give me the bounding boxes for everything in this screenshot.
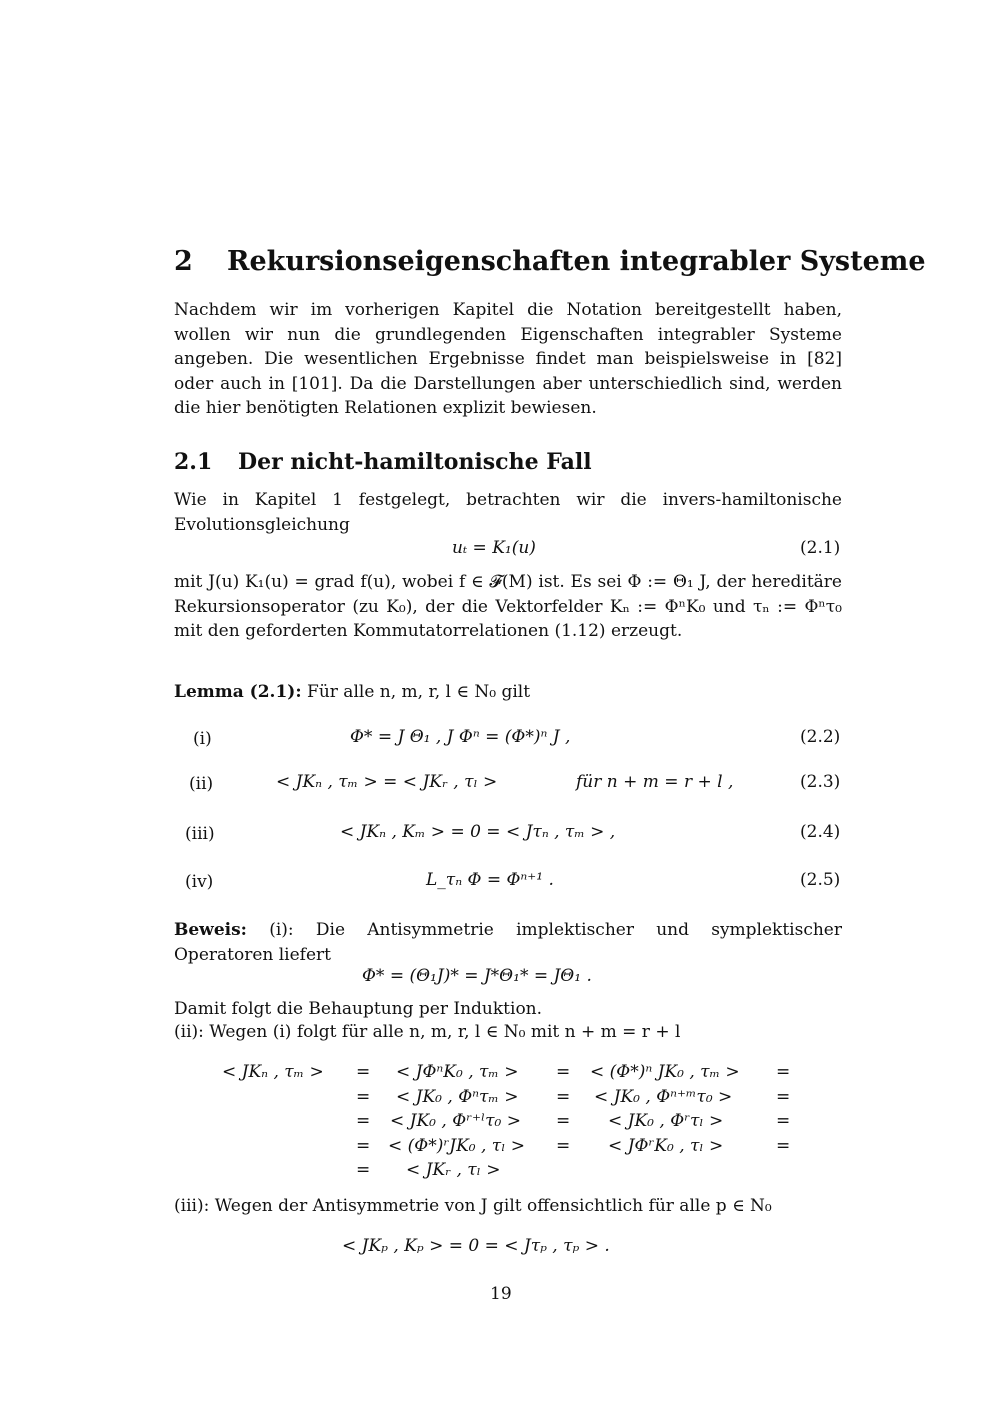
lemma-heading [174,682,530,702]
section-paragraph-2: mit J(u) K₁(u) = grad f(u), wobei f ∈ 𝓕(M) ist. Es sei Φ := Θ₁ J, der hereditäre Rekursionsoperator (zu K₀), der die Vektorfelder Kₙ := ΦⁿK₀ und τₙ := Φⁿτ₀ mit den geforderten Kommutatorrelationen (1.12) erzeugt. [174,572,842,641]
lemma-item-formula: L_τₙ Φ = Φⁿ⁺¹ . [426,870,554,890]
section-title: Der nicht-hamiltonische Fall [238,449,592,475]
lemma-item-formula: Φ* = J Θ₁ , J Φⁿ = (Φ*)ⁿ J , [350,727,571,747]
proof-line-2: Damit folgt die Behauptung per Induktion. [174,999,543,1019]
lemma-text: Für alle n, m, r, l ∈ N₀ gilt [307,682,531,702]
chain-term: < (Φ*)ʳJK₀ , τₗ > [388,1136,525,1156]
equation-number-2-1: (2.1) [800,538,841,558]
chain-equals: = [556,1062,571,1082]
chain-equals: = [556,1087,571,1107]
proof-part-1 [174,918,842,967]
page-number: 19 [490,1284,512,1304]
chain-equals: = [776,1087,791,1107]
lemma-item-label: (ii) [189,774,214,794]
lemma-item-number: (2.2) [800,727,841,747]
chain-equals: = [776,1062,791,1082]
chain-equals: = [356,1087,371,1107]
chain-term: < JK₀ , Φʳτₗ > [608,1111,724,1131]
proof-part-1-text: (i): Die Antisymmetrie implektischer und symplektischer Operatoren liefert [174,920,842,965]
section-paragraph-1: Wie in Kapitel 1 festgelegt, betrachten wir die invers-hamiltonische Evolutionsgleichung [174,490,842,535]
section-number: 2.1 [174,449,213,475]
lemma-item-number: (2.4) [800,822,841,842]
chapter-intro: Nachdem wir im vorherigen Kapitel die Notation bereitgestellt haben, wollen wir nun die grundlegenden Eigenschaften integrabler Systeme angeben. Die wesentlichen Ergebnisse findet man beispielsweise in [82] oder auch in [101]. Da die Darstellungen aber unterschiedlich sind, werden die hier benötigten Relationen explizit bewiesen. [174,300,842,418]
chapter-number: 2 [174,246,193,277]
chain-term: < JK₀ , Φⁿτₘ > [396,1087,519,1107]
chain-equals: = [356,1136,371,1156]
proof-line-3: (ii): Wegen (i) folgt für alle n, m, r, l ∈ N₀ mit n + m = r + l [174,1022,681,1042]
chain-equals: = [776,1111,791,1131]
lemma-item-condition: für n + m = r + l , [576,772,734,792]
lemma-item-number: (2.3) [800,772,841,792]
proof-equation-1: Φ* = (Θ₁J)* = J*Θ₁* = JΘ₁ . [362,966,592,986]
equation-2-1: uₜ = K₁(u) [452,538,536,558]
lemma-item-formula: < JKₙ , Kₘ > = 0 = < Jτₙ , τₘ > , [340,822,616,842]
chain-term: < JKᵣ , τₗ > [406,1160,501,1180]
chain-equals: = [356,1111,371,1131]
chain-equals: = [776,1136,791,1156]
chain-lhs: < JKₙ , τₘ > [222,1062,324,1082]
chain-equals: = [356,1062,371,1082]
chain-term: < (Φ*)ⁿ JK₀ , τₘ > [590,1062,740,1082]
proof-line-4: (iii): Wegen der Antisymmetrie von J gilt offensichtlich für alle p ∈ N₀ [174,1196,772,1216]
chain-equals: = [356,1160,371,1180]
chain-term: < JΦⁿK₀ , τₘ > [396,1062,519,1082]
lemma-item-label: (i) [193,729,212,749]
lemma-item-label: (iii) [185,824,215,844]
chain-term: < JΦʳK₀ , τₗ > [608,1136,724,1156]
proof-equation-last: < JKₚ , Kₚ > = 0 = < Jτₚ , τₚ > . [342,1236,610,1256]
lemma-label: Lemma (2.1): [174,682,302,702]
chain-equals: = [556,1111,571,1131]
proof-label: Beweis: [174,920,247,940]
chain-equals: = [556,1136,571,1156]
lemma-item-number: (2.5) [800,870,841,890]
chain-term: < JK₀ , Φⁿ⁺ᵐτ₀ > [594,1087,733,1107]
chapter-title: Rekursionseigenschaften integrabler Systeme [227,246,926,277]
lemma-item-formula: < JKₙ , τₘ > = < JKᵣ , τₗ > [276,772,498,792]
chain-term: < JK₀ , Φʳ⁺ˡτ₀ > [390,1111,521,1131]
lemma-item-label: (iv) [185,872,214,892]
